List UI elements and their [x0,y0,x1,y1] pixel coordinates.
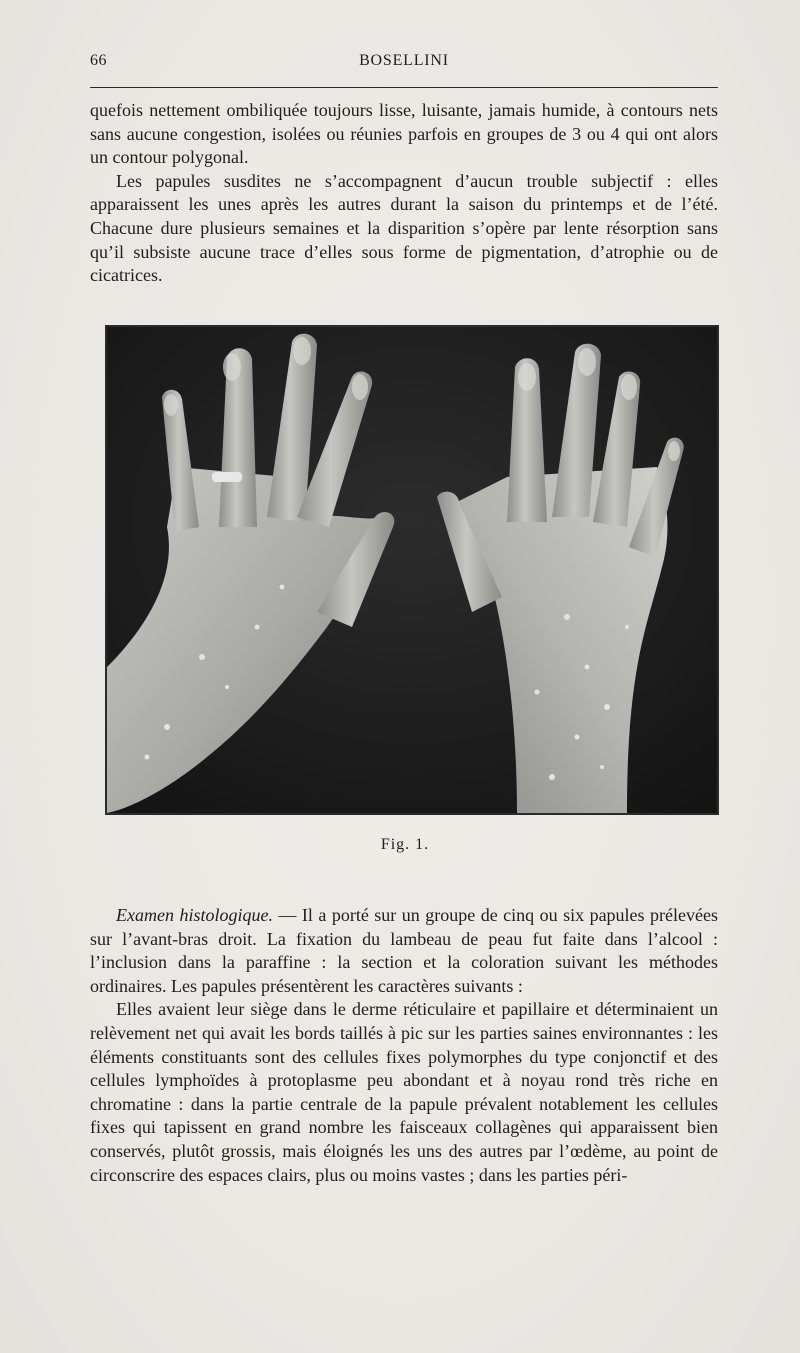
figure-caption: Fig. 1. [380,836,430,853]
header-rule [90,87,718,88]
section-lead-in: Examen histologique. [116,905,273,925]
hands-photo-illustration [107,327,717,813]
paragraph-cells: Elles avaient leur siège dans le derme réticulaire et papillaire et déterminaient un relèvement net qui avait les bords taillés à pic sur les parties saines environnantes : les éléments constituants sont des cellules fixes polymorphes du type conjonctif et des cellules lymphoïdes à protoplasme peu abondant et à noyau rond très riche en chromatine : dans la partie centrale de la papule prévalent notablement les cellules fixes qui tapissent en grand nombre les faisceaux collagènes qui apparaissent bien conservés, plutôt grossis, mais éloignés les uns des autres par l’œdème, au point de circonscrire des espaces clairs, plus ou moins vastes ; dans les parties péri- [90,999,718,1185]
page-number: 66 [90,52,107,69]
running-head-author: BOSELLINI [359,52,449,69]
bottom-text-block [90,904,718,1187]
paragraph-papules: Les papules susdites ne s’accompagnent d’aucun trouble subjectif : elles apparaissent les unes après les autres durant la saison du printemps et de l’été. Chacune dure plusieurs semaines et la disparition s’opère par lente résorption sans qu’il subsiste aucune trace d’elles sous forme de pigmentation, d’atrophie ou de cicatrices. [90,170,718,286]
wedding-ring [212,472,242,482]
top-text-block [90,99,718,288]
running-header [90,50,718,76]
paragraph-continuation: quefois nettement ombiliquée toujours lisse, luisante, jamais humide, à contours nets sans aucune congestion, isolées ou réunies parfois en groupes de 3 ou 4 qui ont alors un contour polygonal. [90,100,718,168]
paragraph-histology [90,904,718,998]
histology-text: — Il a porté sur un groupe de cinq ou six papules prélevées sur l’avant-bras droit. La fixation du lambeau de peau fut faite dans l’alcool : l’inclusion dans la paraffine : la section et la coloration suivant les méthodes ordinaires. Les papules présentèrent les caractères suivants : [90,905,718,996]
figure-hands-photograph [105,325,719,815]
